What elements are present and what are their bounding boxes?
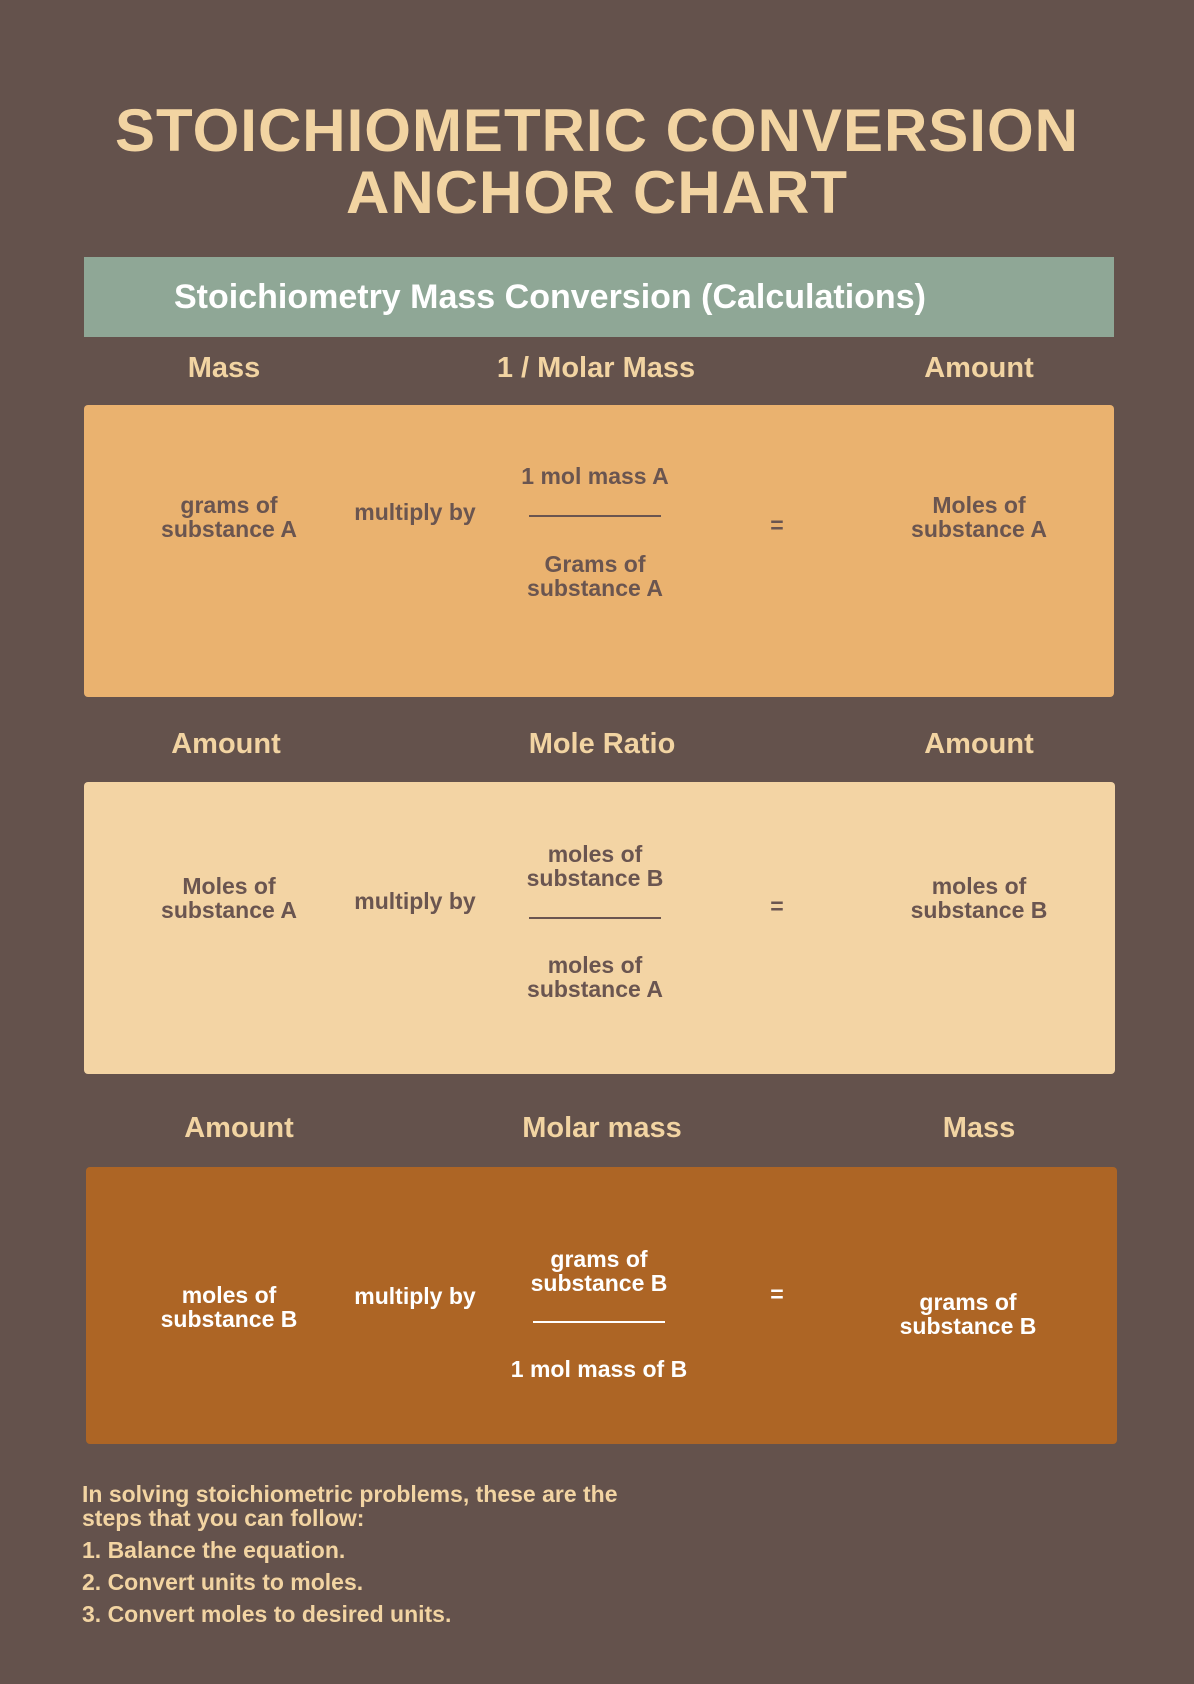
conversion-card-moles-to-mass bbox=[86, 1167, 1117, 1444]
steps-notes bbox=[82, 1482, 642, 1634]
card-result-line-2: substance B bbox=[899, 1313, 1037, 1339]
card-result-line-1: Moles of bbox=[932, 492, 1026, 518]
fraction-bar bbox=[533, 1321, 665, 1323]
card-operation: multiply by bbox=[354, 1283, 476, 1309]
title-line-2: ANCHOR CHART bbox=[346, 159, 848, 226]
step-item: 2. Convert units to moles. bbox=[82, 1569, 364, 1595]
card-operand-line-1: Moles of bbox=[182, 873, 276, 899]
fraction-bar bbox=[529, 917, 661, 919]
fraction-numerator-line-1: moles of bbox=[547, 841, 643, 867]
card-result-line-2: substance A bbox=[911, 516, 1047, 542]
fraction-denominator-line-1: Grams of bbox=[544, 551, 646, 577]
column-header-amount: Amount bbox=[924, 728, 1034, 760]
card-operation: multiply by bbox=[354, 499, 476, 525]
card-operand-line-1: moles of bbox=[181, 1282, 277, 1308]
equals-sign: = bbox=[770, 893, 784, 919]
section-banner bbox=[84, 257, 1114, 337]
column-header-molar-mass: Molar mass bbox=[522, 1112, 682, 1144]
column-header-amount: Amount bbox=[924, 352, 1034, 384]
step-item: 1. Balance the equation. bbox=[82, 1537, 346, 1563]
conversion-card-mole-ratio bbox=[84, 782, 1115, 1074]
column-header-inverse-molar-mass: 1 / Molar Mass bbox=[496, 352, 696, 384]
fraction-bar bbox=[529, 515, 661, 517]
banner-title: Stoichiometry Mass Conversion (Calculations) bbox=[174, 278, 926, 316]
fraction-numerator-line-1: grams of bbox=[550, 1246, 648, 1272]
card-operand-line-1: grams of bbox=[180, 492, 278, 518]
equals-sign: = bbox=[770, 1281, 784, 1307]
card-operand-line-2: substance B bbox=[160, 1306, 298, 1332]
column-header-mass: Mass bbox=[187, 352, 261, 384]
card-result-line-2: substance B bbox=[910, 897, 1048, 923]
fraction-numerator: 1 mol mass A bbox=[521, 463, 669, 489]
fraction-denominator: 1 mol mass of B bbox=[510, 1356, 688, 1382]
column-header-amount: Amount bbox=[184, 1112, 294, 1144]
equals-sign: = bbox=[770, 512, 784, 538]
page-title bbox=[0, 97, 1194, 226]
conversion-card-mass-to-moles bbox=[84, 405, 1114, 697]
card-operation: multiply by bbox=[354, 888, 476, 914]
steps-intro: In solving stoichiometric problems, these are the steps that you can follow: bbox=[82, 1481, 618, 1531]
fraction-denominator-line-2: substance A bbox=[527, 976, 663, 1002]
title-line-1: STOICHIOMETRIC CONVERSION bbox=[115, 97, 1079, 164]
fraction-denominator-line-2: substance A bbox=[527, 575, 663, 601]
card-result-line-1: moles of bbox=[931, 873, 1027, 899]
fraction-denominator-line-1: moles of bbox=[547, 952, 643, 978]
column-header-amount: Amount bbox=[171, 728, 281, 760]
card-operand-line-2: substance A bbox=[161, 516, 297, 542]
column-header-mass: Mass bbox=[942, 1112, 1016, 1144]
fraction-numerator-line-2: substance B bbox=[526, 865, 664, 891]
fraction-numerator-line-2: substance B bbox=[530, 1270, 668, 1296]
step-item: 3. Convert moles to desired units. bbox=[82, 1601, 452, 1627]
card-result-line-1: grams of bbox=[919, 1289, 1017, 1315]
column-header-mole-ratio: Mole Ratio bbox=[528, 728, 676, 760]
card-operand-line-2: substance A bbox=[161, 897, 297, 923]
